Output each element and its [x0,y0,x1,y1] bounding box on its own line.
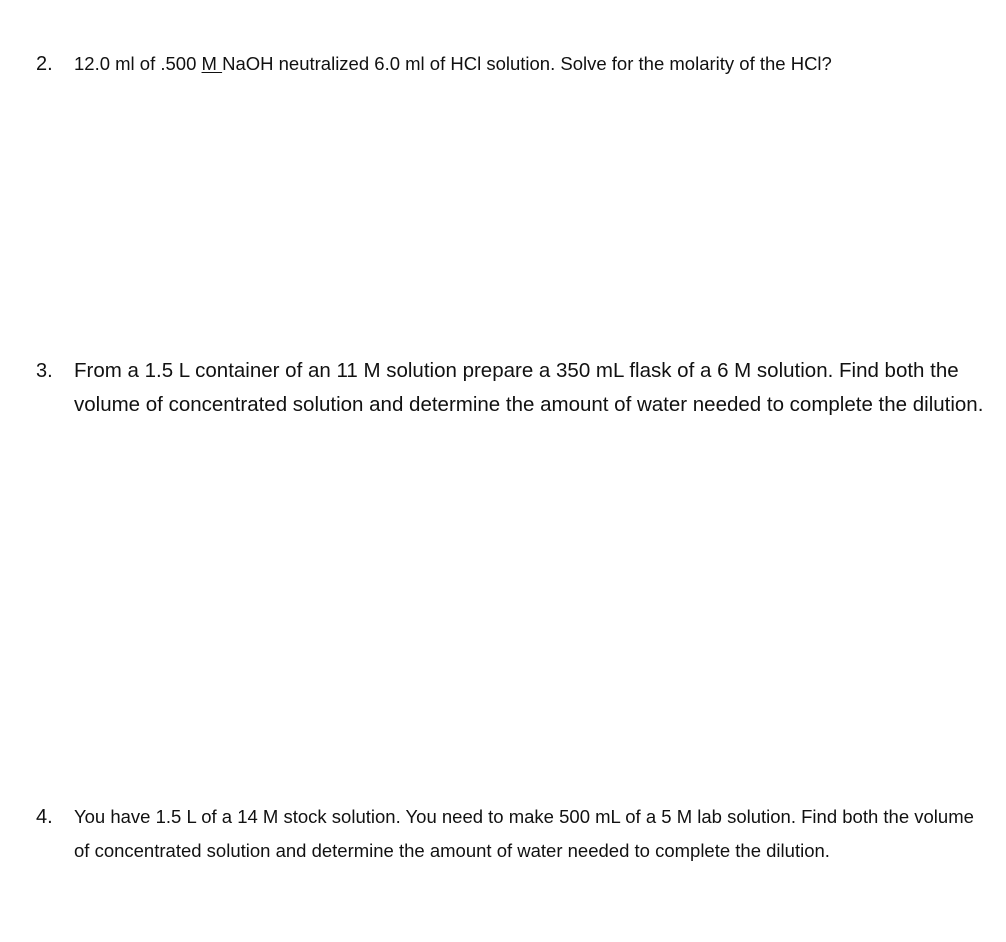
question-text: From a 1.5 L container of an 11 M solution prepare a 350 mL flask of a 6 M solution. Find both the volume of concentrated solution and determine the amount of water needed to complete the dilution. [74,359,984,416]
question-text-part: 12.0 ml of .500 [74,53,202,74]
question-number: 4. [36,806,53,828]
question-text-part: NaOH neutralized 6.0 ml of HCl solution. Solve for the molarity of the HCl? [222,53,832,74]
question-text: You have 1.5 L of a 14 M stock solution. You need to make 500 mL of a 5 M lab solution. Find both the volume of concentrated solution and determine the amount of water needed to complete the dilution. [74,806,974,861]
question-4 [36,800,986,868]
molarity-unit-underlined: M [201,53,223,74]
question-number: 2. [36,53,53,75]
question-text [74,47,986,81]
question-number: 3. [36,360,53,382]
question-2 [36,47,986,81]
question-3 [36,354,986,422]
